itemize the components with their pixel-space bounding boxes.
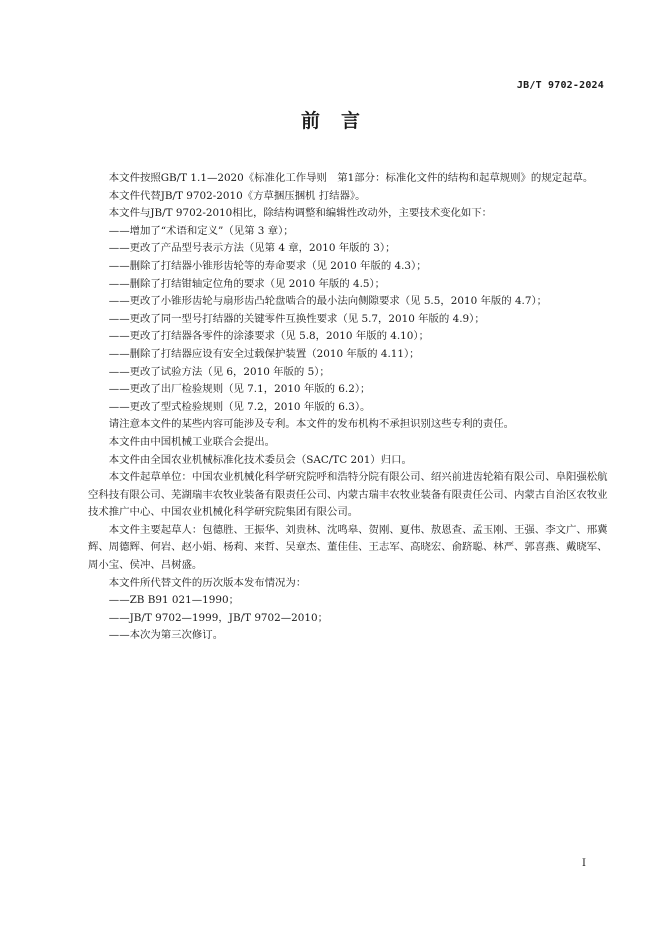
change-item: ——删除了打结钳轴定位角的要求（见 2010 年版的 4.5）； — [108, 277, 386, 290]
drafters: 本文件主要起草人：包德胜、王振华、刘贵林、沈鸣皋、贺刚、夏伟、敖恩查、孟玉刚、王强、李文广、邢冀辉、周德辉、何岩、赵小娟、杨莉、来哲、吴章杰、董佳佳、王志军、高晓宏、俞跻聪、林严、郭喜燕、戴晓军、周小宝、侯冲、吕树盛。 — [88, 523, 608, 572]
committee-note: 本文件由全国农业机械标准化技术委员会（SAC/TC 201）归口。 — [108, 453, 412, 466]
page-title: 前 言 — [300, 110, 361, 132]
change-item: ——更改了打结器各零件的涂漆要求（见 5.8，2010 年版的 4.10）； — [108, 330, 429, 343]
change-item: ——更改了小锥形齿轮与扇形齿凸轮盘啮合的最小法向侧隙要求（见 5.5，2010 年版的 4.7）； — [108, 295, 548, 308]
change-item: ——增加了“术语和定义”（见第 3 章）； — [108, 224, 294, 237]
paragraph-replaces: 本文件代替JB/T 9702-2010《方草捆压捆机 打结器》。 — [108, 189, 366, 202]
history-item: ——JB/T 9702—1999，JB/T 9702—2010； — [108, 611, 328, 624]
paragraph-drafting-rule: 本文件按照GB/T 1.1—2020《标准化工作导则 第1部分：标准化文件的结构和起草规则》的规定起草。 — [108, 172, 594, 184]
change-item: ——删除了打结器小锥形齿轮等的寿命要求（见 2010 年版的 4.3）； — [108, 259, 427, 272]
proposer-note: 本文件由中国机械工业联合会提出。 — [108, 435, 276, 448]
history-item: ——ZB B91 021—1990； — [108, 594, 239, 607]
drafting-units: 本文件起草单位：中国农业机械化科学研究院呼和浩特分院有限公司、绍兴前进齿轮箱有限公司、阜阳强松航空科技有限公司、芜湖瑞丰农牧业装备有限责任公司、内蒙古瑞丰农牧业装备有限责任公司、内蒙古自治区农牧业技术推广中心、中国农业机械化科学研究院集团有限公司。 — [88, 471, 608, 519]
change-item: ——更改了型式检验规则（见 7.2，2010 年版的 6.3）。 — [108, 400, 371, 413]
history-item: ——本次为第三次修订。 — [108, 629, 224, 642]
standard-code: JB/T 9702-2024 — [516, 80, 604, 91]
patent-note: 请注意本文件的某些内容可能涉及专利。本文件的发布机构不承担识别这些专利的责任。 — [108, 418, 515, 431]
change-item: ——删除了打结器应设有安全过载保护装置（2010 年版的 4.11）； — [108, 347, 420, 360]
page-number: I — [582, 858, 586, 869]
change-item: ——更改了产品型号表示方法（见第 4 章，2010 年版的 3）； — [108, 242, 396, 255]
change-item: ——更改了出厂检验规则（见 7.1，2010 年版的 6.2）； — [108, 383, 371, 396]
foreword-body — [88, 170, 608, 645]
paragraph-changes-intro: 本文件与JB/T 9702-2010相比，除结构调整和编辑性改动外，主要技术变化如下： — [108, 207, 493, 220]
history-intro: 本文件所代替文件的历次版本发布情况为： — [108, 576, 307, 589]
change-item: ——更改了同一型号打结器的关键零件互换性要求（见 5.7，2010 年版的 4.9）； — [108, 312, 485, 325]
change-item: ——更改了试验方法（见 6，2010 年版的 5）； — [108, 365, 330, 378]
